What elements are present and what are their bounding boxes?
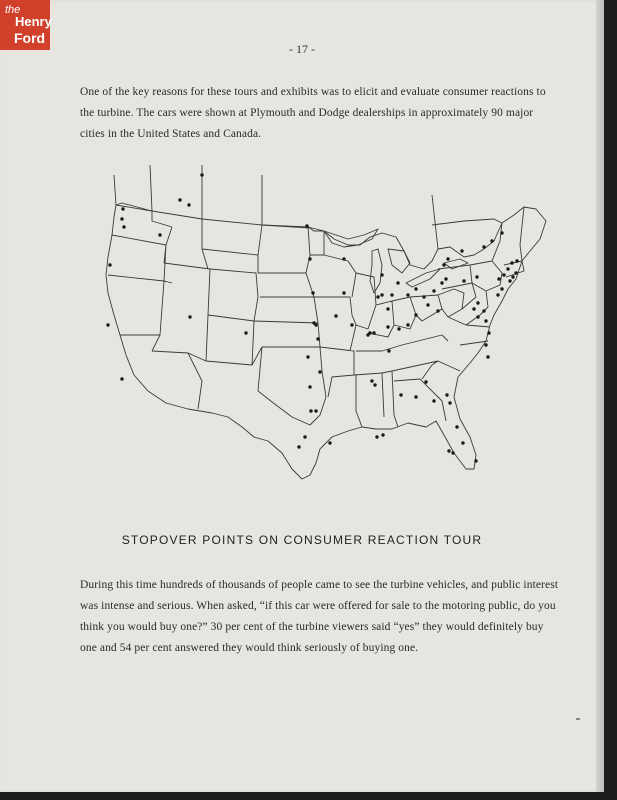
stopover-point — [297, 445, 300, 448]
stopover-point — [496, 293, 499, 296]
logo-text-the: the — [5, 4, 21, 16]
stopover-point — [442, 263, 445, 266]
stopover-point — [460, 249, 463, 252]
stopover-point — [406, 323, 409, 326]
stopover-point — [451, 451, 454, 454]
stopover-point — [472, 307, 475, 310]
stopover-point — [399, 393, 402, 396]
stopover-point — [500, 231, 503, 234]
stopover-point — [414, 313, 417, 316]
us-map-svg — [92, 165, 562, 495]
stopover-point — [309, 409, 312, 412]
stopover-point — [461, 441, 464, 444]
stopover-point — [432, 289, 435, 292]
stopover-point — [158, 233, 161, 236]
stopover-point — [484, 319, 487, 322]
stopover-point — [328, 441, 331, 444]
stopover-point — [303, 435, 306, 438]
stopover-point — [380, 273, 383, 276]
stopover-point — [390, 293, 393, 296]
stopover-point — [314, 323, 317, 326]
stopover-point — [511, 275, 514, 278]
stopover-point — [372, 331, 375, 334]
stopover-point — [380, 293, 383, 296]
logo-text-ford: Ford — [14, 30, 46, 46]
stopover-point — [318, 370, 321, 373]
stopover-point — [368, 331, 371, 334]
canada-border-west — [114, 165, 262, 225]
stopover-point — [482, 309, 485, 312]
stopover-point — [447, 449, 450, 452]
page-number: - 17 - — [289, 42, 315, 56]
stopover-point — [178, 198, 181, 201]
stopover-point — [376, 295, 379, 298]
stopover-point — [306, 355, 309, 358]
stopover-point — [455, 425, 458, 428]
stopover-point — [510, 261, 513, 264]
stopover-point — [386, 325, 389, 328]
stopover-point — [122, 225, 125, 228]
stopover-point — [397, 327, 400, 330]
lake-huron — [388, 249, 410, 273]
stopover-point — [500, 287, 503, 290]
stopover-point — [305, 224, 308, 227]
stopover-point — [448, 401, 451, 404]
stopover-map — [92, 165, 562, 495]
stopover-point — [475, 275, 478, 278]
book-spine — [596, 0, 604, 792]
stopover-point — [414, 287, 417, 290]
paragraph-intro: One of the key reasons for these tours and exhibits was to elicit and evaluate consumer reactions to the turbine. The cars were shown at Plymouth and Dodge dealerships in approximately 90 major cities in the United States and Canada. — [80, 86, 546, 140]
map-caption: STOPOVER POINTS ON CONSUMER REACTION TOUR — [121, 533, 483, 547]
stopover-point — [187, 203, 190, 206]
stopover-point — [508, 279, 511, 282]
stopover-point — [462, 279, 465, 282]
lake-erie — [406, 269, 440, 287]
stopover-point — [484, 343, 487, 346]
stopover-point — [375, 435, 378, 438]
stopover-point — [387, 349, 390, 352]
stopover-point — [414, 395, 417, 398]
stopover-point — [440, 281, 443, 284]
stopover-point — [502, 273, 505, 276]
stopover-point — [474, 459, 477, 462]
stopover-point — [316, 337, 319, 340]
stopover-point — [334, 314, 337, 317]
stopover-point — [188, 315, 191, 318]
paragraph-survey: During this time hundreds of thousands of people came to see the turbine vehicles, and public interest was intense and serious. When asked, “if this car were offered for sale to the motoring public, do you think you would buy one?” 30 per cent of the turbine viewers said “yes” they would definitely buy one and 54 per cent answered they would think seriously of buying one. — [80, 579, 559, 654]
stopover-point — [311, 291, 314, 294]
stopover-point — [445, 393, 448, 396]
stopover-point — [486, 355, 489, 358]
stopover-point — [490, 239, 493, 242]
stopover-point — [424, 380, 427, 383]
state-lines — [108, 205, 524, 427]
stopover-point — [370, 379, 373, 382]
stopover-point — [506, 267, 509, 270]
logo-text-henry: Henry — [15, 14, 52, 29]
stopover-point — [406, 293, 409, 296]
stopover-point — [515, 259, 518, 262]
page-blemish — [576, 718, 580, 720]
stopover-point — [497, 277, 500, 280]
stopover-point — [446, 257, 449, 260]
stopover-point — [373, 383, 376, 386]
stopover-point — [476, 301, 479, 304]
stopover-point — [386, 307, 389, 310]
stopover-point — [120, 377, 123, 380]
stopover-point — [342, 291, 345, 294]
stopover-point — [308, 385, 311, 388]
stopover-point — [120, 217, 123, 220]
lake-michigan — [370, 249, 382, 293]
stopover-points — [106, 173, 518, 462]
stopover-point — [426, 303, 429, 306]
stopover-point — [432, 399, 435, 402]
stopover-point — [108, 263, 111, 266]
stopover-point — [444, 277, 447, 280]
stopover-point — [381, 433, 384, 436]
stopover-point — [476, 315, 479, 318]
stopover-point — [487, 331, 490, 334]
stopover-point — [342, 257, 345, 260]
stopover-point — [200, 173, 203, 176]
stopover-point — [396, 281, 399, 284]
stopover-point — [314, 409, 317, 412]
map-outlines — [106, 165, 546, 479]
stopover-point — [308, 257, 311, 260]
stopover-point — [350, 323, 353, 326]
stopover-point — [422, 295, 425, 298]
stopover-point — [244, 331, 247, 334]
us-outline — [106, 203, 546, 479]
stopover-point — [436, 309, 439, 312]
stopover-point — [482, 245, 485, 248]
stopover-point — [106, 323, 109, 326]
stopover-point — [121, 207, 124, 210]
stopover-point — [514, 271, 517, 274]
